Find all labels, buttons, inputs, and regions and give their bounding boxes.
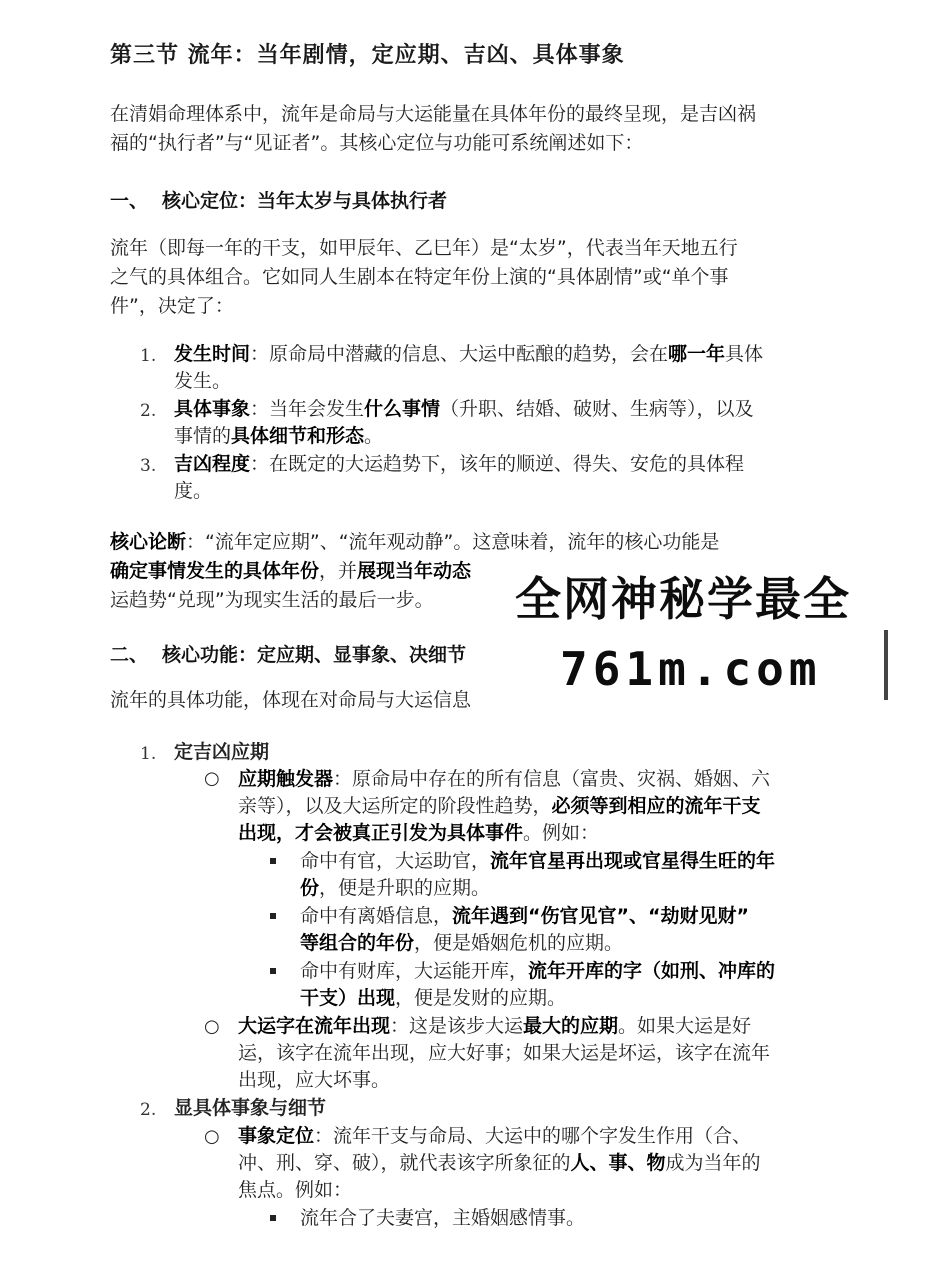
- core-emphasis: 确定事情发生的具体年份: [110, 560, 320, 582]
- bullet-text: 命中有官，大运助官，: [300, 850, 491, 872]
- section-1-paragraph: [110, 234, 830, 321]
- intro-line-2: 福的“执行者”与“见证者”。其核心定位与功能可系统阐述如下：: [110, 132, 644, 154]
- s1-line-1: 流年（即每一年的干支，如甲辰年、乙巳年）是“太岁”，代表当年天地五行: [110, 237, 738, 259]
- bullet-emphasis: 等组合的年份: [300, 932, 415, 954]
- page-title: 第三节 流年：当年剧情，定应期、吉凶、具体事象: [110, 43, 625, 68]
- core-text: 运趋势“兑现”为现实生活的最后一步。: [110, 589, 434, 611]
- list-number: 3.: [140, 456, 157, 476]
- bullet-text: 命中有财库，大运能开库，: [300, 960, 529, 982]
- bullet-item: [300, 848, 835, 902]
- bullet-emphasis: 流年开库的字（如刑、冲库的: [528, 960, 776, 982]
- list-number: 2.: [140, 1100, 157, 1120]
- item-label: 吉凶程度: [174, 453, 251, 475]
- section-1-heading: [110, 186, 447, 213]
- section-2-intro: 流年的具体功能，体现在对命局与大运信息: [110, 689, 472, 711]
- list-item: [174, 341, 834, 395]
- list-item-heading: 定吉凶应期: [174, 741, 270, 763]
- item-text: 事情的: [174, 425, 232, 447]
- item-text: ：原命局中潜藏的信息、大运中酝酿的趋势，会在: [250, 343, 669, 365]
- square-bullet-icon: [270, 913, 276, 919]
- circle-bullet-icon: ○: [204, 1126, 220, 1147]
- circle-bullet-icon: ○: [204, 1016, 220, 1037]
- watermark-divider: [884, 630, 888, 700]
- list-number: 2.: [140, 401, 157, 421]
- sub-item-text: 。例如：: [523, 822, 600, 844]
- sub-item-text: ：流年干支与命局、大运中的哪个字发生作用（合、: [314, 1125, 752, 1147]
- list-item: [174, 451, 834, 505]
- sub-item-text: 运，该字在流年出现，应大好事；如果大运是坏运，该字在流年: [238, 1042, 771, 1064]
- square-bullet-icon: [270, 858, 276, 864]
- bullet-emphasis: 流年官星再出现或官星得生旺的年: [490, 850, 776, 872]
- core-text: ：“流年定应期”、“流年观动静”。这意味着，流年的核心功能是: [186, 531, 720, 553]
- list-item-heading: 显具体事象与细节: [174, 1097, 327, 1119]
- sub-item: [238, 766, 833, 847]
- bullet-item: 流年合了夫妻宫，主婚姻感情事。: [300, 1207, 586, 1229]
- bullet-text: ，便是升职的应期。: [319, 877, 491, 899]
- list-number: 1.: [140, 346, 157, 366]
- s1-line-3: 件”，决定了：: [110, 295, 234, 317]
- core-emphasis: 展现当年动态: [357, 560, 472, 582]
- sub-item-label: 事象定位: [238, 1125, 315, 1147]
- sub-item-text: 出现，应大坏事。: [238, 1069, 391, 1091]
- sub-item-emphasis: 出现，才会被真正引发为具体事件: [238, 822, 524, 844]
- sub-item-emphasis: 最大的应期: [523, 1015, 619, 1037]
- bullet-item: [300, 958, 835, 1012]
- watermark-line-1: 全网神秘学最全: [515, 566, 945, 632]
- section-2-title: 核心功能：定应期、显事象、决细节: [162, 644, 467, 666]
- bullet-item: [300, 903, 835, 957]
- item-text: （升职、结婚、破财、生病等），以及: [440, 398, 754, 420]
- section-1-title: 核心定位：当年太岁与具体执行者: [162, 190, 448, 212]
- sub-item: [238, 1123, 833, 1204]
- square-bullet-icon: [270, 968, 276, 974]
- core-label: 核心论断: [110, 531, 187, 553]
- intro-paragraph: [110, 100, 830, 158]
- sub-item-text: 冲、刑、穿、破），就代表该字所象征的: [238, 1152, 571, 1174]
- item-text: 具体: [725, 343, 764, 365]
- sub-item-emphasis: 人、事、物: [570, 1152, 666, 1174]
- section-2-number: 二、: [110, 644, 149, 666]
- item-text: ：在既定的大运趋势下，该年的顺逆、得失、安危的具体程: [250, 453, 745, 475]
- core-text: ，并: [319, 560, 358, 582]
- item-text: 发生。: [174, 370, 232, 392]
- item-label: 发生时间: [174, 343, 251, 365]
- bullet-emphasis: 流年遇到“伤官见官”、“劫财见财”: [452, 905, 749, 927]
- sub-item-text: ：原命局中存在的所有信息（富贵、灾祸、婚姻、六: [333, 768, 771, 790]
- bullet-text: 命中有离婚信息，: [300, 905, 453, 927]
- item-emphasis: 具体细节和形态: [231, 425, 365, 447]
- s1-line-2: 之气的具体组合。它如同人生剧本在特定年份上演的“具体剧情”或“单个事: [110, 266, 729, 288]
- sub-item-text: ：这是该步大运: [390, 1015, 524, 1037]
- section-2-heading: [110, 640, 466, 667]
- intro-line-1: 在清娟命理体系中，流年是命局与大运能量在具体年份的最终呈现，是吉凶祸: [110, 103, 757, 125]
- bullet-text: ，便是婚姻危机的应期。: [414, 932, 624, 954]
- bullet-text: ，便是发财的应期。: [395, 987, 567, 1009]
- sub-item-text: 成为当年的: [665, 1152, 761, 1174]
- bullet-emphasis: 干支）出现: [300, 987, 396, 1009]
- sub-item-label: 应期触发器: [238, 768, 334, 790]
- item-label: 具体事象: [174, 398, 251, 420]
- watermark-line-2: 761m.com: [560, 636, 890, 702]
- list-number: 1.: [140, 744, 157, 764]
- bullet-emphasis: 份: [300, 877, 320, 899]
- item-text: ：当年会发生: [250, 398, 365, 420]
- item-text: 度。: [174, 480, 213, 502]
- list-item: [174, 396, 834, 450]
- circle-bullet-icon: ○: [204, 768, 220, 789]
- sub-item-label: 大运字在流年出现: [238, 1015, 391, 1037]
- sub-item-text: 。如果大运是好: [618, 1015, 752, 1037]
- item-emphasis: 哪一年: [668, 343, 726, 365]
- sub-item-text: 亲等），以及大运所定的阶段性趋势，: [238, 795, 552, 817]
- sub-item-emphasis: 必须等到相应的流年干支: [551, 795, 761, 817]
- item-emphasis: 什么事情: [364, 398, 441, 420]
- square-bullet-icon: [270, 1215, 276, 1221]
- section-1-number: 一、: [110, 190, 149, 212]
- sub-item-text: 焦点。例如：: [238, 1179, 353, 1201]
- item-text: 。: [364, 425, 384, 447]
- sub-item: [238, 1013, 833, 1094]
